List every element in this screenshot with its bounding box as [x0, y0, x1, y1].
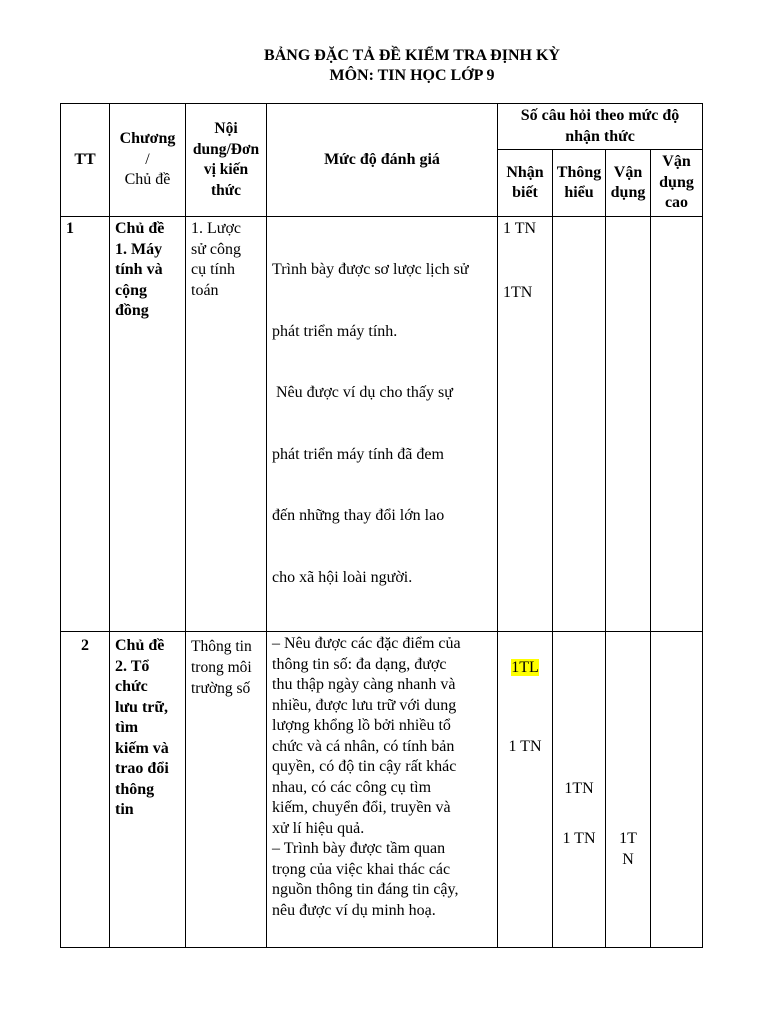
row-2-mucdo-line: nhiều, được lưu trữ với dung: [272, 696, 457, 714]
header-chuong: [110, 104, 186, 217]
title-line-2: MÔN: TIN HỌC LỚP 9: [329, 67, 495, 84]
row-1-mucdo-line: cho xã hội loài người.: [272, 568, 413, 586]
row-2-mucdo-line: – Nêu được các đặc điểm của: [272, 635, 461, 652]
row-2-mucdo-line: kiếm, chuyển đổi, truyền và: [272, 799, 451, 816]
spec-table: [60, 103, 703, 948]
row-2-tt-value: 2: [81, 637, 89, 654]
header-chuong-line: /: [145, 150, 150, 168]
row-2-mucdo-line: quyền, có độ tin cậy rất khác: [272, 758, 457, 775]
row-2-mucdo-line: lượng khổng lồ bởi nhiều tổ: [272, 717, 451, 734]
document-title: [60, 46, 702, 86]
header-mucdo: Mức độ đánh giá: [267, 104, 498, 217]
row-2-chude-line: lưu trữ,: [115, 698, 168, 716]
header-vandungcao-line: dụng: [659, 173, 694, 191]
row-2-mucdo-line: nguồn thông tin đáng tin cậy,: [272, 881, 459, 898]
row-1-noidung-line: 1. Lược: [191, 220, 242, 237]
row-1-chude-line: cộng: [115, 281, 147, 299]
row-1-noidung-line: toán: [191, 281, 219, 299]
row-1-noidung-line: cụ tính: [191, 261, 235, 278]
row-2-tt: [61, 632, 110, 948]
header-noidung: [186, 104, 267, 217]
row-2-chude-line: kiếm và: [115, 739, 169, 757]
header-socau-line: Số câu hỏi theo mức độ: [520, 107, 680, 124]
row-2-mucdo: [267, 632, 498, 948]
row-1-chude-line: 1. Máy: [115, 240, 163, 258]
header-row-1: [61, 104, 703, 150]
row-2-chude: [110, 632, 186, 948]
row-1-noidung-line: sử công: [191, 240, 241, 258]
title-line-1: BẢNG ĐẶC TẢ ĐỀ KIỂM TRA ĐỊNH KỲ: [264, 47, 560, 64]
row-2-thonghieu-value: 1TN: [564, 780, 594, 797]
header-vandungcao-line: Vận: [662, 153, 691, 171]
row-2-chude-line: 2. Tổ: [115, 657, 150, 675]
row-1-mucdo-line: Trình bày được sơ lược lịch sử: [272, 261, 469, 278]
row-1-noidung: [186, 217, 267, 632]
header-vandung-line: Vận: [613, 163, 643, 181]
row-1-mucdo-line: phát triển máy tính.: [272, 322, 398, 340]
row-1-nhanbiet-value: 1 TN: [503, 220, 537, 237]
header-vandung-line: dụng: [610, 184, 646, 201]
row-2-mucdo-line: chức và cá nhân, có tính bản: [272, 737, 455, 755]
header-nhanbiet-line: biết: [512, 184, 538, 201]
header-vandungcao: [651, 150, 703, 217]
row-2-nhanbiet: [498, 632, 553, 948]
table-row: [61, 632, 703, 948]
row-2-vandung: [606, 632, 651, 948]
header-thonghieu-line: hiểu: [564, 184, 594, 201]
row-2-chude-line: Chủ đề: [115, 637, 165, 654]
row-2-mucdo-line: nhau, có các công cụ tìm: [272, 778, 432, 796]
header-vandung: [606, 150, 651, 217]
row-2-mucdo-line: – Trình bày được tầm quan: [272, 840, 446, 857]
row-2-chude-line: tìm: [115, 719, 139, 736]
row-1-tt: 1: [61, 217, 110, 632]
row-2-mucdo-line: xử lí hiệu quả.: [272, 819, 365, 837]
row-2-noidung-line: trường số: [191, 680, 251, 697]
header-vandungcao-line: cao: [664, 194, 689, 212]
header-noidung-line: dung/Đơn: [192, 140, 260, 158]
row-1-chude: [110, 217, 186, 632]
row-2-noidung-line: Thông tin: [191, 638, 252, 655]
header-noidung-line: Nội: [214, 120, 238, 137]
header-thonghieu-line: Thông: [556, 163, 602, 181]
header-tt: TT: [61, 104, 110, 217]
header-nhanbiet-line: Nhận: [506, 163, 544, 181]
row-1-mucdo-line: đến những thay đổi lớn lao: [272, 507, 445, 524]
header-chuong-line: Chủ đề: [124, 171, 171, 189]
row-1-vandung: [606, 217, 651, 632]
row-2-noidung: [186, 632, 267, 948]
row-2-mucdo-line: nêu được ví dụ minh hoạ.: [272, 901, 436, 919]
row-1-chude-line: đồng: [115, 302, 149, 319]
row-2-noidung-line: trong môi: [191, 659, 252, 676]
row-2-nhanbiet-value: 1 TN: [508, 737, 542, 755]
header-nhanbiet: [498, 150, 553, 217]
row-1-vandungcao: [651, 217, 703, 632]
table-row: [61, 217, 703, 632]
row-1-nhanbiet-value: 1TN: [503, 283, 533, 301]
row-2-vandung-value: 1T: [619, 830, 637, 847]
row-2-nhanbiet-value-highlighted: 1TL: [511, 659, 539, 676]
row-1-chude-line: tính và: [115, 261, 163, 278]
row-2-thonghieu-value: 1 TN: [562, 829, 596, 847]
row-2-chude-line: chức: [115, 678, 148, 695]
row-2-mucdo-line: thông tin số: đa dạng, được: [272, 655, 447, 673]
row-2-chude-line: thông: [115, 780, 155, 798]
row-1-mucdo-line: Nêu được ví dụ cho thấy sự: [272, 384, 453, 401]
header-noidung-line: vị kiến: [203, 161, 249, 178]
row-2-chude-line: trao đổi: [115, 760, 169, 777]
row-2-mucdo-line: trọng của việc khai thác các: [272, 860, 451, 878]
row-1-mucdo: [267, 217, 498, 632]
row-2-vandung-value: N: [622, 850, 634, 868]
header-thonghieu: [553, 150, 606, 217]
row-2-chude-line: tin: [115, 801, 134, 818]
header-socau: [498, 104, 703, 150]
header-socau-line: nhận thức: [565, 127, 635, 145]
row-1-chude-line: Chủ đề: [115, 220, 165, 237]
header-noidung-line: thức: [211, 181, 241, 199]
row-1-nhanbiet: [498, 217, 553, 632]
row-2-thonghieu: [553, 632, 606, 948]
row-1-mucdo-line: phát triển máy tính đã đem: [272, 445, 444, 463]
header-chuong-line: Chương: [119, 130, 176, 148]
row-2-mucdo-line: thu thập ngày càng nhanh và: [272, 676, 456, 693]
row-1-thonghieu: [553, 217, 606, 632]
row-2-vandungcao: [651, 632, 703, 948]
